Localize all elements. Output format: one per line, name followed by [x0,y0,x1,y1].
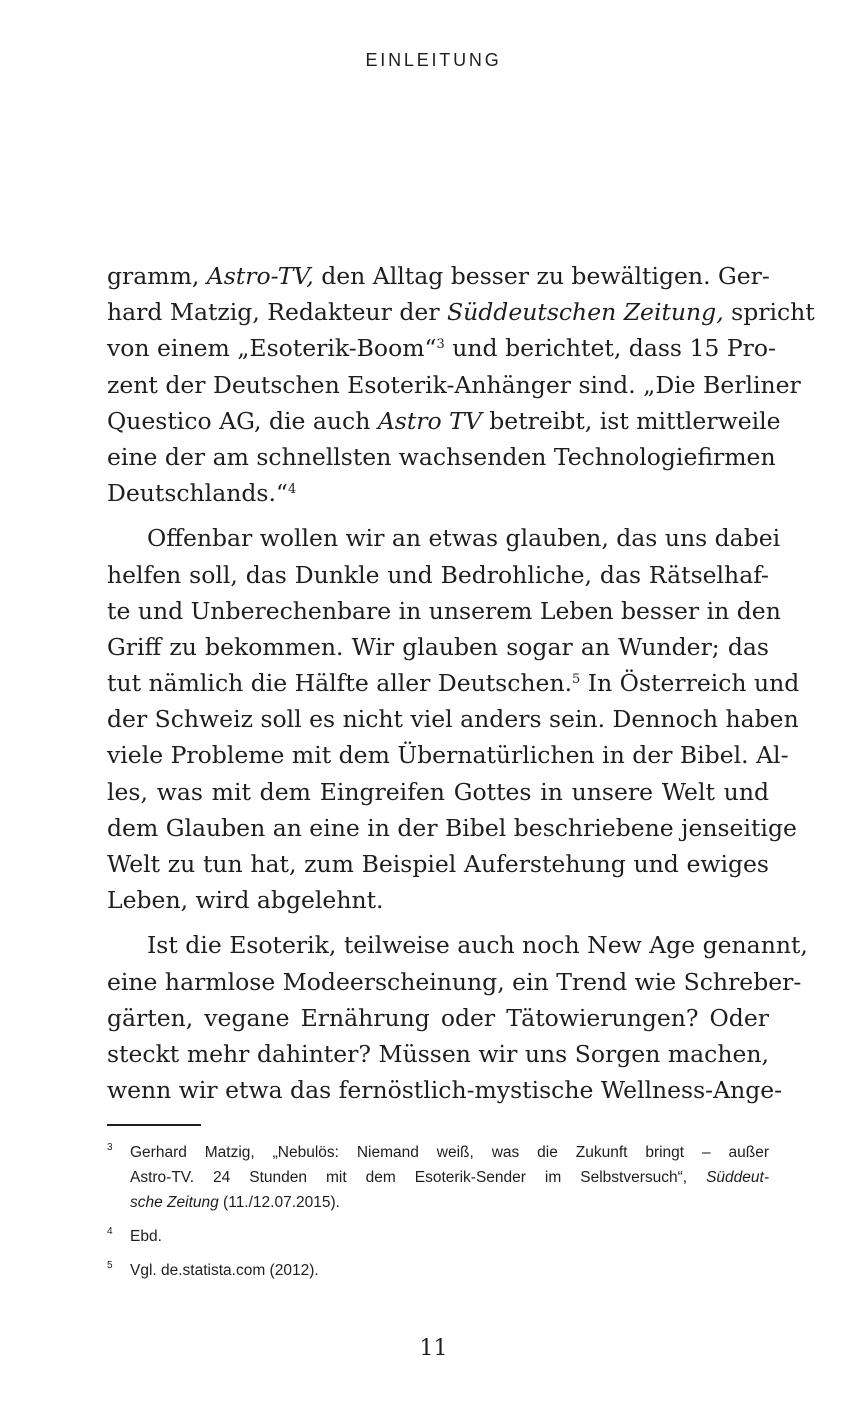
text-line [107,294,815,330]
text-line-italic: Astro TV [377,406,482,435]
text-line [107,774,769,810]
text-line [107,330,776,366]
text-line-text: Questico AG, die auch [107,406,378,435]
text-line [107,403,781,439]
footnotes [107,1140,769,1283]
text-line-text: zent der Deutschen Esoterik-Anhänger sind. „Die Berliner [107,370,801,399]
text-line [107,964,802,1000]
text-line-italic: Astro-TV, [206,262,314,290]
text-line-text: von einem „Esoterik-Boom“ [107,334,437,363]
text-line [107,258,769,294]
footnote-line-text: Vgl. de.statista.com (2012). [130,1262,319,1279]
text-line [107,475,769,511]
text-line [107,439,776,475]
text-line-text: spricht [723,298,815,327]
text-line-text: wenn wir etwa das fernöstlich-mystische Wellness-Ange- [107,1076,783,1105]
footnote-reference: 5 [572,672,581,688]
text-line [107,593,781,629]
text-line-text: steckt mehr dahinter? Müssen wir uns Sorgen machen, [107,1039,769,1068]
text-line-text: tut nämlich die Hälfte aller Deutschen. [107,669,573,698]
footnote-line-text: Gerhard Matzig, „Nebulös: Niemand weiß, was die Zukunft bringt – außer [130,1144,769,1161]
page-number: 11 [419,1336,448,1361]
paragraph [107,258,815,511]
text-line-text: Ist die Esoterik, teilweise auch noch New Age genannt, [147,931,808,960]
text-line-text: viele Probleme mit dem Übernatürlichen in der Bibel. Al- [107,741,789,770]
footnote [107,1258,769,1283]
footnote-line [130,1224,769,1249]
text-line-italic: Süddeutschen Zeitung, [447,298,724,327]
text-line [107,520,781,556]
footnote [107,1140,769,1215]
text-line-text: Welt zu tun hat, zum Beispiel Auferstehung und ewiges [107,850,769,878]
text-line [107,927,808,963]
footnote-separator [107,1124,201,1126]
text-line [107,1036,769,1072]
footnote-number: 5 [107,1260,113,1271]
footnote-number: 4 [107,1226,113,1237]
footnote-line-text: Ebd. [130,1228,162,1245]
text-line-text: te und Unberechenbare in unserem Leben besser in den [107,596,781,625]
paragraph [107,520,800,918]
text-line-text: Deutschlands.“ [107,479,288,508]
text-line-text: dem Glauben an eine in der Bibel beschriebene jenseitige [107,813,797,842]
text-line [107,846,769,882]
body-text [107,258,815,1108]
text-line [107,629,769,665]
footnote-line [130,1190,769,1215]
footnote-line-italic: sche Zeitung [130,1194,219,1211]
text-line [107,737,789,773]
footnote-reference: 4 [287,482,297,498]
footnote-line-italic: Süddeut- [706,1169,769,1186]
footnote-line-text: Astro-TV. 24 Stunden mit dem Esoterik-Sender im Selbstversuch“, [130,1169,707,1186]
text-line-text: les, was mit dem Eingreifen Gottes in unsere Welt und [107,777,769,806]
footnote-gap [107,1215,769,1224]
running-head: EINLEITUNG [365,50,502,70]
text-line-text: hard Matzig, Redakteur der [107,298,448,327]
text-line [107,882,769,918]
text-line-text: In Österreich und [580,669,800,698]
text-line-text: betreibt, ist mittlerweile [481,406,781,435]
text-line-text: der Schweiz soll es nicht viel anders sein. Dennoch haben [107,705,799,734]
paragraph-gap [107,918,769,927]
footnote [107,1224,769,1249]
text-line-text: eine harmlose Modeerscheinung, ein Trend wie Schreber- [107,967,802,996]
text-line-text: gramm, [107,262,207,290]
text-line-text: Griff zu bekommen. Wir glauben sogar an Wunder; das [107,632,769,661]
text-line-text: den Alltag besser zu bewältigen. Ger- [313,262,770,290]
text-line [107,701,799,737]
text-line-text: und berichtet, dass 15 Pro- [444,334,776,363]
footnote-line [130,1140,769,1165]
footnote-line-text: (11./12.07.2015). [218,1194,340,1211]
paragraph [107,927,808,1108]
text-line [107,810,797,846]
footnote-line [130,1258,769,1283]
text-line [107,367,801,403]
text-line-text: Offenbar wollen wir an etwas glauben, das uns dabei [147,524,781,553]
text-line [107,665,800,701]
footnote-reference: 3 [436,337,445,353]
footnote-number: 3 [107,1142,113,1153]
text-line-text: gärten, vegane Ernährung oder Tätowierungen? Oder [107,1003,769,1032]
paragraph-gap [107,511,769,520]
text-line-text: Leben, wird abgelehnt. [107,886,384,915]
text-line-text: eine der am schnellsten wachsenden Technologiefirmen [107,442,776,471]
text-line [107,1000,769,1036]
footnote-line [130,1165,769,1190]
text-line [107,1072,783,1108]
text-line [107,557,769,593]
text-line-text: helfen soll, das Dunkle und Bedrohliche, das Rätselhaf- [107,560,769,589]
footnote-gap [107,1249,769,1258]
